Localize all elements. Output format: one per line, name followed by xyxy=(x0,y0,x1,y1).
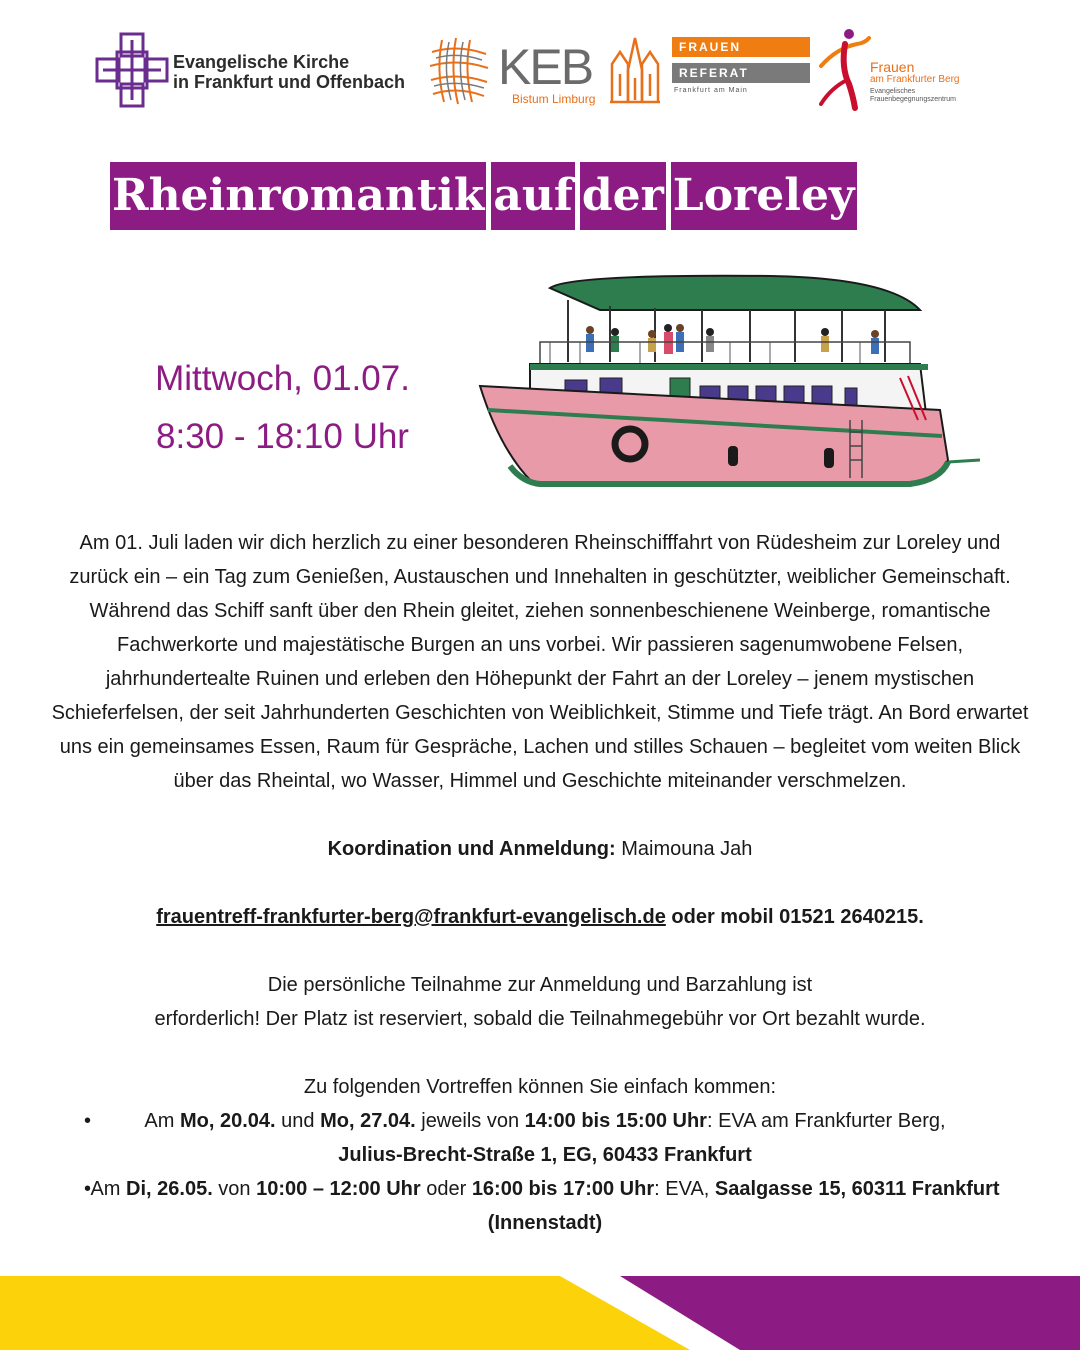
dancing-figure-icon xyxy=(815,28,875,112)
event-date: Mittwoch, 01.07. xyxy=(155,359,410,398)
meetings-intro: Zu folgenden Vortreffen können Sie einfach kommen: xyxy=(303,1076,777,1098)
contact-email-line xyxy=(50,900,1030,934)
event-time: 8:30 - 18:10 Uhr xyxy=(156,417,409,456)
page-title xyxy=(110,162,857,230)
contact-line xyxy=(50,832,1030,866)
title-word-4: Loreley xyxy=(671,162,857,230)
ekfo-cross-icon xyxy=(95,32,169,108)
meeting-item-1: • Am Mo, 20.04. und Mo, 27.04. jeweils von 14:00 bis 15:00 Uhr: EVA am Frankfurter Berg, Julius-Brecht-Straße 1, EG, 60433 Frankfurt xyxy=(50,1104,1030,1172)
keb-subtitle: Bistum Limburg xyxy=(512,92,596,106)
contact-phone: oder mobil 01521 2640215. xyxy=(671,906,924,928)
frauenreferat-subtitle: Frankfurt am Main xyxy=(674,87,748,94)
ffb-line34: Evangelisches Frauenbegegnungszentrum xyxy=(870,88,957,103)
contact-email-link[interactable]: frauentreff-frankfurter-berg@frankfurt-evangelisch.de xyxy=(156,906,666,928)
keb-name: KEB xyxy=(498,39,593,95)
church-icon xyxy=(606,34,664,104)
keb-mesh-icon xyxy=(428,36,490,106)
ekfo-logo xyxy=(95,32,435,112)
ffb-line1: Frauen xyxy=(870,59,915,75)
frauenreferat-logo xyxy=(672,37,810,101)
event-datetime xyxy=(110,350,455,466)
description-paragraph: Am 01. Juli laden wir dich herzlich zu einer besonderen Rheinschifffahrt von Rüdesheim zur Loreley und zurück ein – ein Tag zum Genießen, Austauschen und Innehalten in geschützter, weiblicher Gemeinschaft. Während das Schiff sanft über den Rhein gleitet, ziehen sonnenbeschienene Weinberge, romantische Fachwerkorte und majestätische Burgen an uns vorbei. Wir passieren sagenumwobene Felsen, jahrhundertealte Ruinen und erleben den Höhepunkt der Fahrt an der Loreley – jenem mystischen Schieferfelsen, der seit Jahrhunderten Geschichten von Weiblichkeit, Stimme und Tiefe trägt. An Bord erwartet uns ein gemeinsames Essen, Raum für Gespräche, Lachen und stilles Schauen – begleitet vom weiten Blick über das Rheintal, wo Wasser, Himmel und Geschichte miteinander verschmelzen. xyxy=(51,532,1029,792)
title-word-1: Rheinromantik xyxy=(110,162,486,230)
body-content xyxy=(50,526,1030,1240)
frauenreferat-line2: REFERAT xyxy=(672,63,810,83)
footer-decoration xyxy=(0,1270,1080,1350)
frauen-frankfurter-berg-logo xyxy=(815,28,985,112)
ekfo-name: Evangelische Kirche in Frankfurt und Offenbach xyxy=(173,52,405,92)
meetings-list xyxy=(50,1104,1030,1240)
ffb-line2: am Frankfurter Berg xyxy=(870,74,960,85)
note-line-1: Die persönliche Teilnahme zur Anmeldung und Barzahlung ist xyxy=(267,974,813,996)
keb-logo xyxy=(428,30,664,114)
meeting-item-2: • Am Di, 26.05. von 10:00 – 12:00 Uhr oder 16:00 bis 17:00 Uhr: EVA, Saalgasse 15, 60311 Frankfurt (Innenstadt) xyxy=(50,1172,1030,1240)
contact-label: Koordination und Anmeldung: xyxy=(327,838,616,860)
note-line-2: erforderlich! Der Platz ist reserviert, sobald die Teilnahmegebühr vor Ort bezahlt wurde. xyxy=(154,1008,926,1030)
frauenreferat-line1: FRAUEN xyxy=(672,37,810,57)
title-word-3: der xyxy=(580,162,666,230)
boat-illustration xyxy=(470,270,985,495)
title-word-2: auf xyxy=(491,162,574,230)
contact-name: Maimouna Jah xyxy=(621,838,753,860)
